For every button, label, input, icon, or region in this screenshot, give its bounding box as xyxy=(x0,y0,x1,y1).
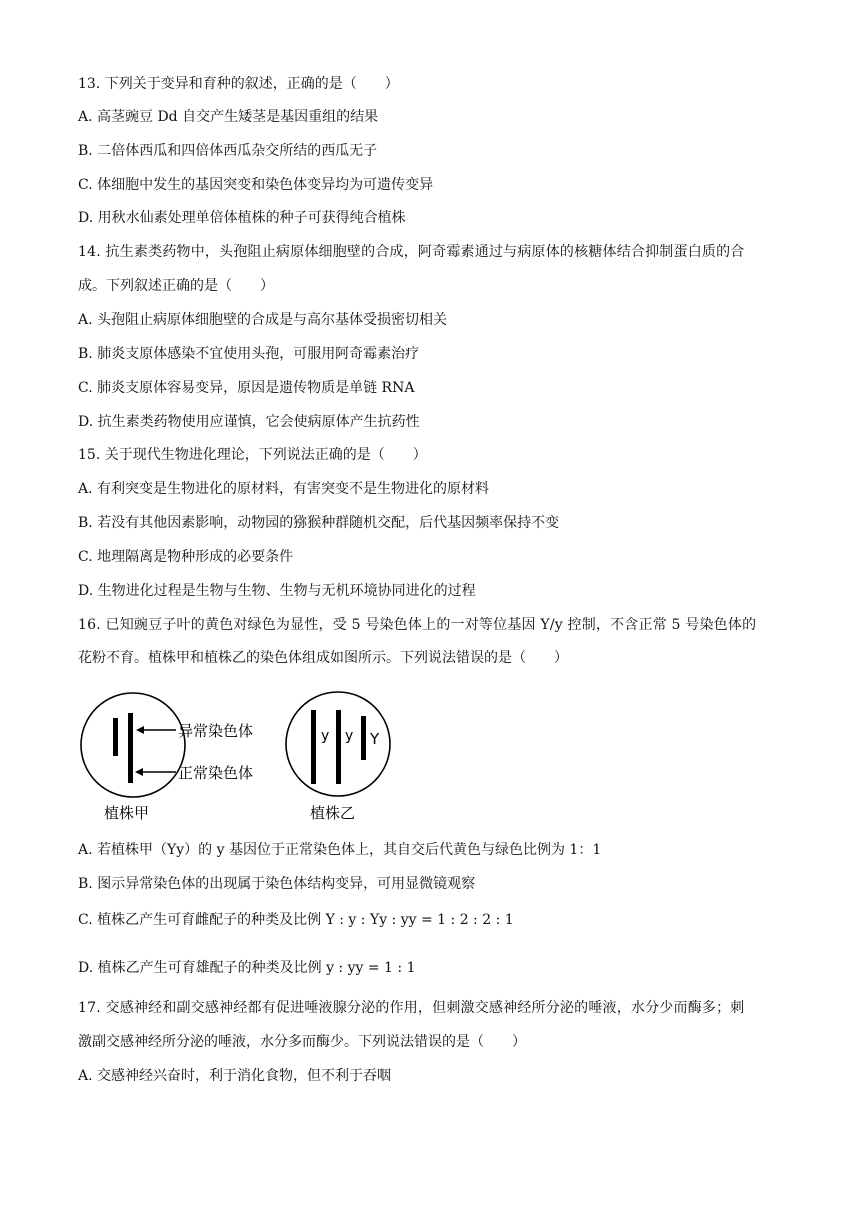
q16-option-a: A. 若植株甲（Yy）的 y 基因位于正常染色体上，其自交后代黄色与绿色比例为 1：1 xyxy=(78,842,602,858)
q13-option-c: C. 体细胞中发生的基因突变和染色体变异均为可遗传变异 xyxy=(78,177,434,193)
chromosome-figure xyxy=(78,690,418,830)
q13-option-b: B. 二倍体西瓜和四倍体西瓜杂交所结的西瓜无子 xyxy=(78,143,378,159)
q17-stem-line1: 17. 交感神经和副交感神经都有促进唾液腺分泌的作用，但刺激交感神经所分泌的唾液，水分少而酶多；刺 xyxy=(78,1000,745,1016)
q14-option-a: A. 头孢阻止病原体细胞壁的合成是与高尔基体受损密切相关 xyxy=(78,312,448,328)
arrow-abnormal xyxy=(136,726,176,734)
q14-option-d: D. 抗生素类药物使用应谨慎，它会使病原体产生抗药性 xyxy=(78,414,420,430)
q13-stem: 13. 下列关于变异和育种的叙述，正确的是（ ） xyxy=(78,76,399,92)
label-normal-chromosome: 正常染色体 xyxy=(178,764,254,782)
q14-stem-line1: 14. 抗生素类药物中，头孢阻止病原体细胞壁的合成，阿奇霉素通过与病原体的核糖体结合抑制蛋白质的合 xyxy=(78,244,745,260)
q17-option-a: A. 交感神经兴奋时，利于消化食物，但不利于吞咽 xyxy=(78,1068,392,1084)
plant-b-chromosome-1 xyxy=(311,710,316,784)
q15-option-b: B. 若没有其他因素影响，动物园的猕猴种群随机交配，后代基因频率保持不变 xyxy=(78,515,560,531)
plant-a-label: 植株甲 xyxy=(104,804,150,822)
q16-option-b: B. 图示异常染色体的出现属于染色体结构变异，可用显微镜观察 xyxy=(78,876,476,892)
q15-option-c: C. 地理隔离是物种形成的必要条件 xyxy=(78,549,294,565)
q14-stem-line2: 成。下列叙述正确的是（ ） xyxy=(78,278,274,294)
plant-b-chromosome-2 xyxy=(336,710,341,784)
gene-y-2: y xyxy=(345,728,354,744)
q14-option-c: C. 肺炎支原体容易变异，原因是遗传物质是单链 RNA xyxy=(78,380,415,396)
label-abnormal-chromosome: 异常染色体 xyxy=(178,722,254,740)
plant-b-chromosome-3 xyxy=(361,716,366,760)
plant-a-abnormal-chromosome xyxy=(113,718,118,756)
q15-option-a: A. 有利突变是生物进化的原材料，有害突变不是生物进化的原材料 xyxy=(78,481,490,497)
q17-stem-line2: 激副交感神经所分泌的唾液，水分多而酶少。下列说法错误的是（ ） xyxy=(78,1034,526,1050)
gene-y-1: y xyxy=(321,728,330,744)
q13-option-a: A. 高茎豌豆 Dd 自交产生矮茎是基因重组的结果 xyxy=(78,109,379,125)
plant-b-label: 植株乙 xyxy=(310,804,356,822)
q16-stem-line1: 16. 已知豌豆子叶的黄色对绿色为显性，受 5 号染色体上的一对等位基因 Y/y 控制，不含正常 5 号染色体的 xyxy=(78,617,757,633)
q15-option-d: D. 生物进化过程是生物与生物、生物与无机环境协同进化的过程 xyxy=(78,583,476,599)
q14-option-b: B. 肺炎支原体感染不宜使用头孢，可服用阿奇霉素治疗 xyxy=(78,346,420,362)
gene-Y: Y xyxy=(370,730,380,748)
q16-option-c: C. 植株乙产生可育雌配子的种类及比例 Y : y : Yy : yy = 1 : 2 : 2 : 1 xyxy=(78,912,514,928)
q16-stem-line2: 花粉不育。植株甲和植株乙的染色体组成如图所示。下列说法错误的是（ ） xyxy=(78,650,568,666)
q13-option-d: D. 用秋水仙素处理单倍体植株的种子可获得纯合植株 xyxy=(78,210,406,226)
arrow-normal xyxy=(135,768,176,776)
plant-a-normal-chromosome xyxy=(128,713,133,783)
q15-stem: 15. 关于现代生物进化理论，下列说法正确的是（ ） xyxy=(78,447,427,463)
q16-option-d: D. 植株乙产生可育雄配子的种类及比例 y : yy = 1 : 1 xyxy=(78,960,416,976)
